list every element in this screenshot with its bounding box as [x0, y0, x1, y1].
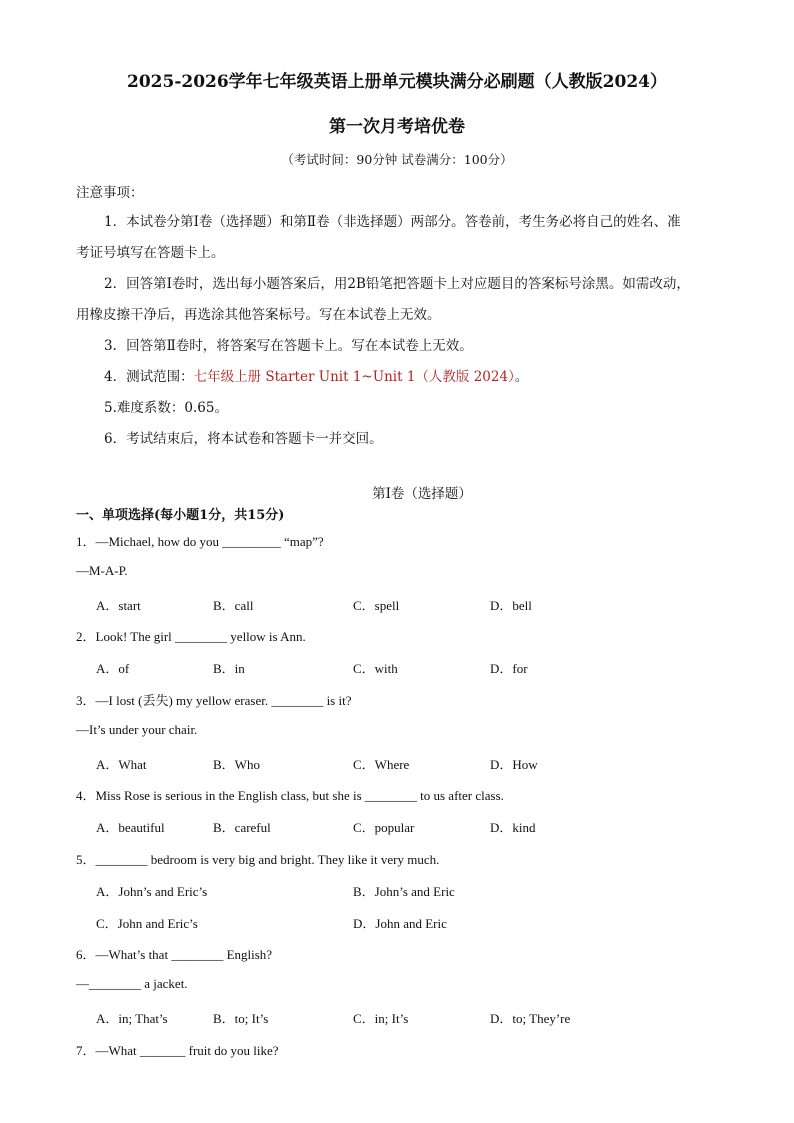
question-2-option-b: B．in [213, 661, 245, 676]
question-6-reply: —________ a jacket. [76, 976, 188, 991]
question-6-option-b: B．to; It’s [213, 1011, 269, 1026]
question-1-option-b: B．call [213, 598, 254, 613]
question-5-stem: 5．________ bedroom is very big and bright. They like it very much. [76, 852, 440, 867]
question-5-option-a: A．John’s and Eric’s [96, 884, 208, 899]
note-1-line-1: 1．本试卷分第Ⅰ卷（选择题）和第Ⅱ卷（非选择题）两部分。答卷前，考生务必将自己的姓名、准 [104, 214, 681, 230]
note-4-suffix: 。 [514, 369, 529, 385]
note-4-scope: 七年级上册 Starter Unit 1~Unit 1（人教版 2024） [193, 369, 515, 385]
question-3-reply: —It’s under your chair. [76, 722, 198, 737]
question-6-option-c: C．in; It’s [353, 1011, 409, 1026]
question-7-stem: 7．—What _______ fruit do you like? [76, 1043, 279, 1058]
note-3: 3．回答第Ⅱ卷时，将答案写在答题卡上。写在本试卷上无效。 [104, 338, 473, 354]
question-5-option-b: B．John’s and Eric [353, 884, 455, 899]
question-4-stem: 4．Miss Rose is serious in the English class, but she is ________ to us after class. [76, 788, 504, 803]
question-2-stem: 2．Look! The girl ________ yellow is Ann. [76, 629, 306, 644]
question-1-option-d: D．bell [490, 598, 532, 613]
note-4-prefix: 4．测试范围： [104, 369, 194, 385]
question-1-stem: 1．—Michael, how do you _________ “map”? [76, 534, 324, 549]
question-2-option-d: D．for [490, 661, 528, 676]
question-1-option-c: C．spell [353, 598, 400, 613]
note-2-line-1: 2．回答第Ⅰ卷时，选出每小题答案后，用2B铅笔把答题卡上对应题目的答案标号涂黑。如需改动， [104, 276, 690, 292]
question-6-stem: 6．—What’s that ________ English? [76, 947, 273, 962]
question-1-option-a: A．start [96, 598, 141, 613]
exam-subtitle: 第一次月考培优卷 [329, 117, 465, 137]
question-3-option-c: C．Where [353, 757, 410, 772]
question-6-option-d: D．to; They’re [490, 1011, 571, 1026]
note-1-line-2: 考证号填写在答题卡上。 [76, 245, 225, 261]
question-3-option-a: A．What [96, 757, 147, 772]
question-3-option-b: B．Who [213, 757, 260, 772]
question-4-option-a: A．beautiful [96, 820, 165, 835]
part-1-title: 第Ⅰ卷（选择题） [372, 486, 472, 502]
note-5: 5.难度系数：0.65。 [104, 400, 228, 416]
question-5-option-d: D．John and Eric [353, 916, 447, 931]
section-1-heading: 一、单项选择(每小题1分，共15分) [76, 508, 285, 523]
question-2-option-a: A．of [96, 661, 130, 676]
question-3-stem: 3．—I lost (丢失) my yellow eraser. ________ is it? [76, 693, 352, 708]
note-6: 6．考试结束后，将本试卷和答题卡一并交回。 [104, 431, 383, 447]
question-2-option-c: C．with [353, 661, 398, 676]
question-4-option-b: B．careful [213, 820, 271, 835]
note-2-line-2: 用橡皮擦干净后，再选涂其他答案标号。写在本试卷上无效。 [76, 307, 441, 323]
exam-title: 2025-2026学年七年级英语上册单元模块满分必刷题（人教版2024） [127, 72, 667, 92]
exam-meta: （考试时间：90分钟 试卷满分：100分） [281, 152, 513, 167]
question-1-reply: —M-A-P. [76, 563, 128, 578]
note-4 [104, 365, 528, 385]
notes-heading: 注意事项： [76, 185, 144, 201]
question-4-option-d: D．kind [490, 820, 536, 835]
question-4-option-c: C．popular [353, 820, 415, 835]
question-3-option-d: D．How [490, 757, 538, 772]
question-6-option-a: A．in; That’s [96, 1011, 168, 1026]
question-5-option-c: C．John and Eric’s [96, 916, 198, 931]
